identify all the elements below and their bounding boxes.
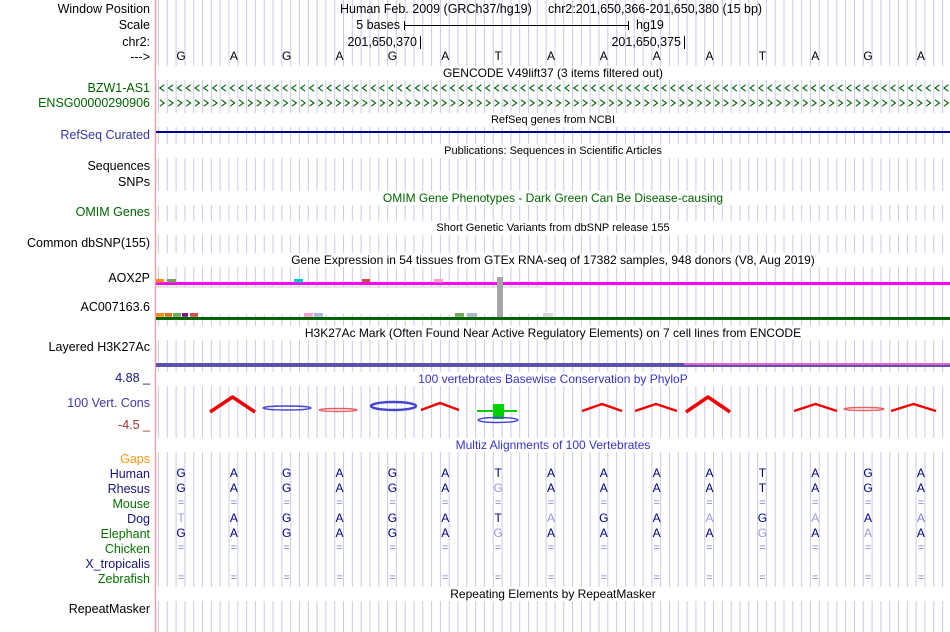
ac007163-gtex-line bbox=[156, 317, 950, 320]
alignment-base: = bbox=[864, 542, 872, 554]
alignment-base: = bbox=[283, 572, 290, 584]
alignment-base: = bbox=[336, 497, 343, 509]
alignment-base: A bbox=[652, 511, 661, 525]
alignment-base: = bbox=[864, 497, 872, 509]
alignment-base: T bbox=[494, 511, 502, 525]
gtex-tissue-tick bbox=[182, 313, 188, 317]
alignment-base: = bbox=[917, 542, 925, 554]
alignment-base: T bbox=[177, 511, 185, 525]
alignment-base: G bbox=[599, 511, 609, 525]
ruler-base: A bbox=[652, 49, 661, 63]
alignment-base: = bbox=[759, 572, 766, 584]
alignment-base: = bbox=[389, 542, 396, 554]
alignment-base: = bbox=[177, 497, 185, 509]
gtex-gene-model-box bbox=[156, 287, 543, 314]
alignment-base: A bbox=[705, 481, 714, 495]
alignment-base: A bbox=[546, 481, 555, 495]
ruler-base: A bbox=[599, 49, 608, 63]
alignment-base: G bbox=[863, 481, 873, 495]
alignment-base: A bbox=[441, 511, 450, 525]
track-label-bzw1-as1[interactable]: BZW1-AS1 bbox=[87, 81, 150, 95]
alignment-base: A bbox=[705, 511, 714, 525]
track-title-h3k27ac-mark-often-found-near-active-reg: H3K27Ac Mark (Often Found Near Active Regulatory Elements) on 7 cell lines from ENCODE bbox=[156, 326, 950, 340]
alignment-base: G bbox=[176, 526, 186, 540]
h3k27ac-signal-right-bottom bbox=[684, 365, 950, 367]
alignment-base: A bbox=[864, 511, 873, 525]
alignment-base: A bbox=[811, 466, 820, 480]
alignment-base: = bbox=[653, 542, 660, 554]
phylop-dip bbox=[319, 409, 357, 412]
alignment-base: = bbox=[547, 572, 555, 584]
gtex-tissue-tick bbox=[543, 313, 553, 317]
alignment-base: = bbox=[283, 542, 290, 554]
track-label-omim-genes[interactable]: OMIM Genes bbox=[75, 205, 150, 219]
alignment-base: G bbox=[282, 466, 292, 480]
track-label-repeatmasker[interactable]: RepeatMasker bbox=[68, 602, 150, 616]
alignment-base: G bbox=[863, 466, 873, 480]
alignment-base: A bbox=[229, 511, 238, 525]
alignment-base: A bbox=[335, 466, 344, 480]
track-label-: ---> bbox=[130, 50, 150, 64]
alignment-base: A bbox=[229, 526, 238, 540]
track-title-refseq-genes-from-ncbi: RefSeq genes from NCBI bbox=[156, 113, 950, 127]
alignment-base: A bbox=[652, 466, 661, 480]
alignment-base: = bbox=[600, 542, 608, 554]
track-label-x-tropicalis[interactable]: X_tropicalis bbox=[85, 557, 150, 571]
alignment-base: = bbox=[759, 542, 766, 554]
alignment-base: = bbox=[653, 572, 660, 584]
phylop-dip bbox=[263, 406, 311, 410]
alignment-base: A bbox=[864, 526, 873, 540]
track-label-rhesus[interactable]: Rhesus bbox=[107, 482, 150, 496]
alignment-base: A bbox=[441, 481, 450, 495]
track-label-4-5: -4.5 _ bbox=[118, 418, 150, 432]
bzw1-as1-strand-arrows[interactable] bbox=[160, 85, 948, 91]
track-label-ensg00000290906[interactable]: ENSG00000290906 bbox=[38, 96, 150, 110]
alignment-base: A bbox=[652, 481, 661, 495]
phylop-peak bbox=[891, 404, 936, 411]
alignment-base: G bbox=[282, 526, 292, 540]
alignment-base: G bbox=[176, 481, 186, 495]
track-title-gencode-v49lift37-3-items-filtered-out: GENCODE V49lift37 (3 items filtered out) bbox=[156, 66, 950, 80]
gtex-tissue-tick bbox=[294, 279, 303, 283]
alignment-base: G bbox=[387, 526, 398, 540]
alignment-base: = bbox=[230, 572, 238, 584]
alignment-base: = bbox=[600, 497, 608, 509]
track-label-dog[interactable]: Dog bbox=[127, 512, 150, 526]
gtex-tissue-tick bbox=[467, 313, 477, 317]
track-title-multiz-alignments-of-100-vertebrates: Multiz Alignments of 100 Vertebrates bbox=[156, 438, 950, 452]
alignment-base: = bbox=[759, 497, 766, 509]
gtex-tissue-tick bbox=[156, 313, 164, 317]
alignment-base: A bbox=[229, 481, 238, 495]
phylop-peak bbox=[421, 403, 459, 410]
ruler-tick-label: 201,650,370 bbox=[347, 35, 417, 49]
alignment-base: A bbox=[705, 526, 714, 540]
alignment-base: = bbox=[812, 542, 819, 554]
track-label-layered-h3k27ac[interactable]: Layered H3K27Ac bbox=[48, 340, 150, 354]
alignment-base: A bbox=[916, 466, 925, 480]
ruler-base: A bbox=[335, 49, 344, 63]
alignment-base: = bbox=[864, 572, 872, 584]
phylop-dip bbox=[844, 408, 884, 411]
gtex-tissue-tick bbox=[434, 279, 443, 283]
alignment-base: = bbox=[494, 542, 502, 554]
alignment-base: = bbox=[706, 572, 713, 584]
gtex-tissue-tick bbox=[304, 313, 313, 317]
gtex-tissue-tick bbox=[173, 313, 181, 317]
alignment-base: = bbox=[442, 542, 449, 554]
alignment-base: T bbox=[494, 466, 502, 480]
gtex-tissue-tick bbox=[167, 279, 176, 283]
h3k27ac-signal-left bbox=[156, 363, 684, 367]
phylop-peak bbox=[582, 404, 622, 411]
ruler-base: A bbox=[441, 49, 450, 63]
phylop-peak bbox=[210, 397, 255, 412]
alignment-base: = bbox=[812, 572, 819, 584]
alignment-base: G bbox=[757, 526, 768, 540]
alignment-base: = bbox=[336, 572, 343, 584]
track-label-snps[interactable]: SNPs bbox=[118, 175, 150, 189]
assembly-title: Human Feb. 2009 (GRCh37/hg19) bbox=[340, 2, 532, 16]
track-title-repeating-elements-by-repeatmasker: Repeating Elements by RepeatMasker bbox=[156, 587, 950, 601]
track-label-window-position: Window Position bbox=[57, 2, 150, 16]
ruler-base: A bbox=[229, 49, 238, 63]
alignment-base: = bbox=[230, 542, 238, 554]
track-label-zebrafish[interactable]: Zebrafish bbox=[97, 572, 150, 586]
alignment-base: A bbox=[916, 481, 925, 495]
alignment-base: = bbox=[230, 497, 238, 509]
ruler-base: T bbox=[494, 49, 502, 63]
track-title-publications-sequences-in-scientific-art: Publications: Sequences in Scientific Articles bbox=[156, 144, 950, 158]
track-label-refseq-curated[interactable]: RefSeq Curated bbox=[60, 128, 150, 142]
track-label-sequences[interactable]: Sequences bbox=[87, 159, 150, 173]
alignment-base: = bbox=[494, 572, 502, 584]
alignment-base: G bbox=[493, 481, 503, 495]
gtex-tissue-tick bbox=[165, 313, 172, 317]
track-label-chr2: chr2: bbox=[122, 35, 150, 49]
alignment-base: = bbox=[706, 542, 713, 554]
alignment-base: A bbox=[546, 511, 555, 525]
ruler-base: G bbox=[863, 49, 873, 63]
ensg00000290906-strand-arrows[interactable] bbox=[160, 100, 948, 106]
alignment-base: = bbox=[177, 542, 185, 554]
phylop-peak bbox=[635, 404, 677, 411]
track-title-short-genetic-variants-from-dbsnp-releas: Short Genetic Variants from dbSNP release 155 bbox=[156, 221, 950, 235]
ruler-tick-label: 201,650,375 bbox=[611, 35, 681, 49]
alignment-base: T bbox=[758, 481, 767, 495]
alignment-base: A bbox=[916, 511, 925, 525]
alignment-base: G bbox=[387, 466, 398, 480]
track-label-elephant[interactable]: Elephant bbox=[100, 527, 150, 541]
track-label-scale: Scale bbox=[118, 18, 150, 32]
alignment-base: = bbox=[653, 497, 660, 509]
alignment-base: G bbox=[387, 511, 398, 525]
track-title-100-vertebrates-basewise-conservation-by: 100 vertebrates Basewise Conservation by PhyloP bbox=[156, 372, 950, 386]
ruler-base: G bbox=[176, 49, 186, 63]
phylop-dip bbox=[371, 402, 416, 410]
alignment-base: G bbox=[493, 526, 503, 540]
alignment-base: A bbox=[705, 466, 714, 480]
alignment-base: = bbox=[494, 497, 502, 509]
alignment-base: A bbox=[811, 481, 820, 495]
track-title-gene-expression-in-54-tissues-from-gtex-: Gene Expression in 54 tissues from GTEx RNA-seq of 17382 samples, 948 donors (V8, Aug 2019) bbox=[156, 253, 950, 267]
alignment-base: = bbox=[917, 572, 925, 584]
track-label-human[interactable]: Human bbox=[109, 467, 150, 481]
alignment-base: T bbox=[758, 466, 767, 480]
alignment-base: = bbox=[812, 497, 819, 509]
ruler-base: G bbox=[282, 49, 292, 63]
gtex-tissue-tick bbox=[362, 279, 370, 283]
track-label-chicken[interactable]: Chicken bbox=[104, 542, 150, 556]
alignment-base: A bbox=[335, 481, 344, 495]
ruler-base: A bbox=[546, 49, 555, 63]
alignment-base: = bbox=[442, 572, 449, 584]
gtex-tissue-tick bbox=[190, 313, 198, 317]
gtex-tissue-tick bbox=[455, 313, 464, 317]
alignment-base: = bbox=[547, 542, 555, 554]
alignment-base: = bbox=[389, 497, 396, 509]
track-label-ac007163-6[interactable]: AC007163.6 bbox=[80, 300, 150, 314]
ruler-base: A bbox=[811, 49, 820, 63]
alignment-base: A bbox=[546, 526, 555, 540]
track-labels-column bbox=[0, 0, 152, 632]
gtex-expression-bar bbox=[497, 277, 503, 317]
phylop-peak bbox=[794, 404, 837, 411]
alignment-base: = bbox=[389, 572, 396, 584]
alignment-base: = bbox=[336, 542, 343, 554]
scale-value: 5 bases bbox=[356, 18, 400, 32]
track-title-omim-gene-phenotypes-dark-green-can-be-d: OMIM Gene Phenotypes - Dark Green Can Be Disease-causing bbox=[156, 191, 950, 205]
ruler-base: T bbox=[758, 49, 767, 63]
alignment-base: A bbox=[335, 526, 344, 540]
alignment-base: A bbox=[441, 526, 450, 540]
gtex-tissue-tick bbox=[156, 279, 164, 283]
alignment-base: A bbox=[599, 526, 608, 540]
phylop-marker-box bbox=[493, 404, 504, 419]
alignment-base: = bbox=[283, 497, 290, 509]
alignment-base: = bbox=[442, 497, 449, 509]
ruler-base: G bbox=[387, 49, 398, 63]
alignment-base: A bbox=[599, 466, 608, 480]
alignment-base: A bbox=[441, 466, 450, 480]
track-label-4-88: 4.88 _ bbox=[115, 371, 150, 385]
track-label-mouse[interactable]: Mouse bbox=[112, 497, 150, 511]
position-range: chr2:201,650,366-201,650,380 (15 bp) bbox=[548, 2, 763, 16]
ruler-base: A bbox=[916, 49, 925, 63]
alignment-base: A bbox=[811, 526, 820, 540]
refseq-curated-line bbox=[156, 131, 950, 133]
alignment-base: = bbox=[706, 497, 713, 509]
ruler-base: A bbox=[705, 49, 714, 63]
h3k27ac-signal-right-top bbox=[684, 363, 950, 365]
alignment-base: G bbox=[387, 481, 398, 495]
gtex-tissue-tick bbox=[314, 313, 323, 317]
track-label-common-dbsnp-155[interactable]: Common dbSNP(155) bbox=[27, 236, 150, 250]
alignment-base: A bbox=[599, 481, 608, 495]
aox2p-gtex-line bbox=[156, 282, 950, 285]
track-label-aox2p[interactable]: AOX2P bbox=[108, 271, 150, 285]
alignment-base: G bbox=[282, 481, 292, 495]
alignment-base: G bbox=[176, 466, 186, 480]
alignment-base: A bbox=[811, 511, 820, 525]
alignment-base: A bbox=[652, 526, 661, 540]
alignment-base: = bbox=[600, 572, 608, 584]
alignment-base: = bbox=[177, 572, 185, 584]
alignment-base: G bbox=[282, 511, 292, 525]
alignment-base: A bbox=[546, 466, 555, 480]
alignment-base: A bbox=[229, 466, 238, 480]
track-label-100-vert-cons[interactable]: 100 Vert. Cons bbox=[67, 396, 150, 410]
phylop-peak bbox=[686, 397, 730, 412]
alignment-base: A bbox=[916, 526, 925, 540]
alignment-base: = bbox=[547, 497, 555, 509]
track-label-gaps[interactable]: Gaps bbox=[120, 452, 150, 466]
alignment-base: A bbox=[335, 511, 344, 525]
alignment-base: G bbox=[757, 511, 768, 525]
assembly-short: hg19 bbox=[636, 18, 664, 32]
alignment-base: = bbox=[917, 497, 925, 509]
